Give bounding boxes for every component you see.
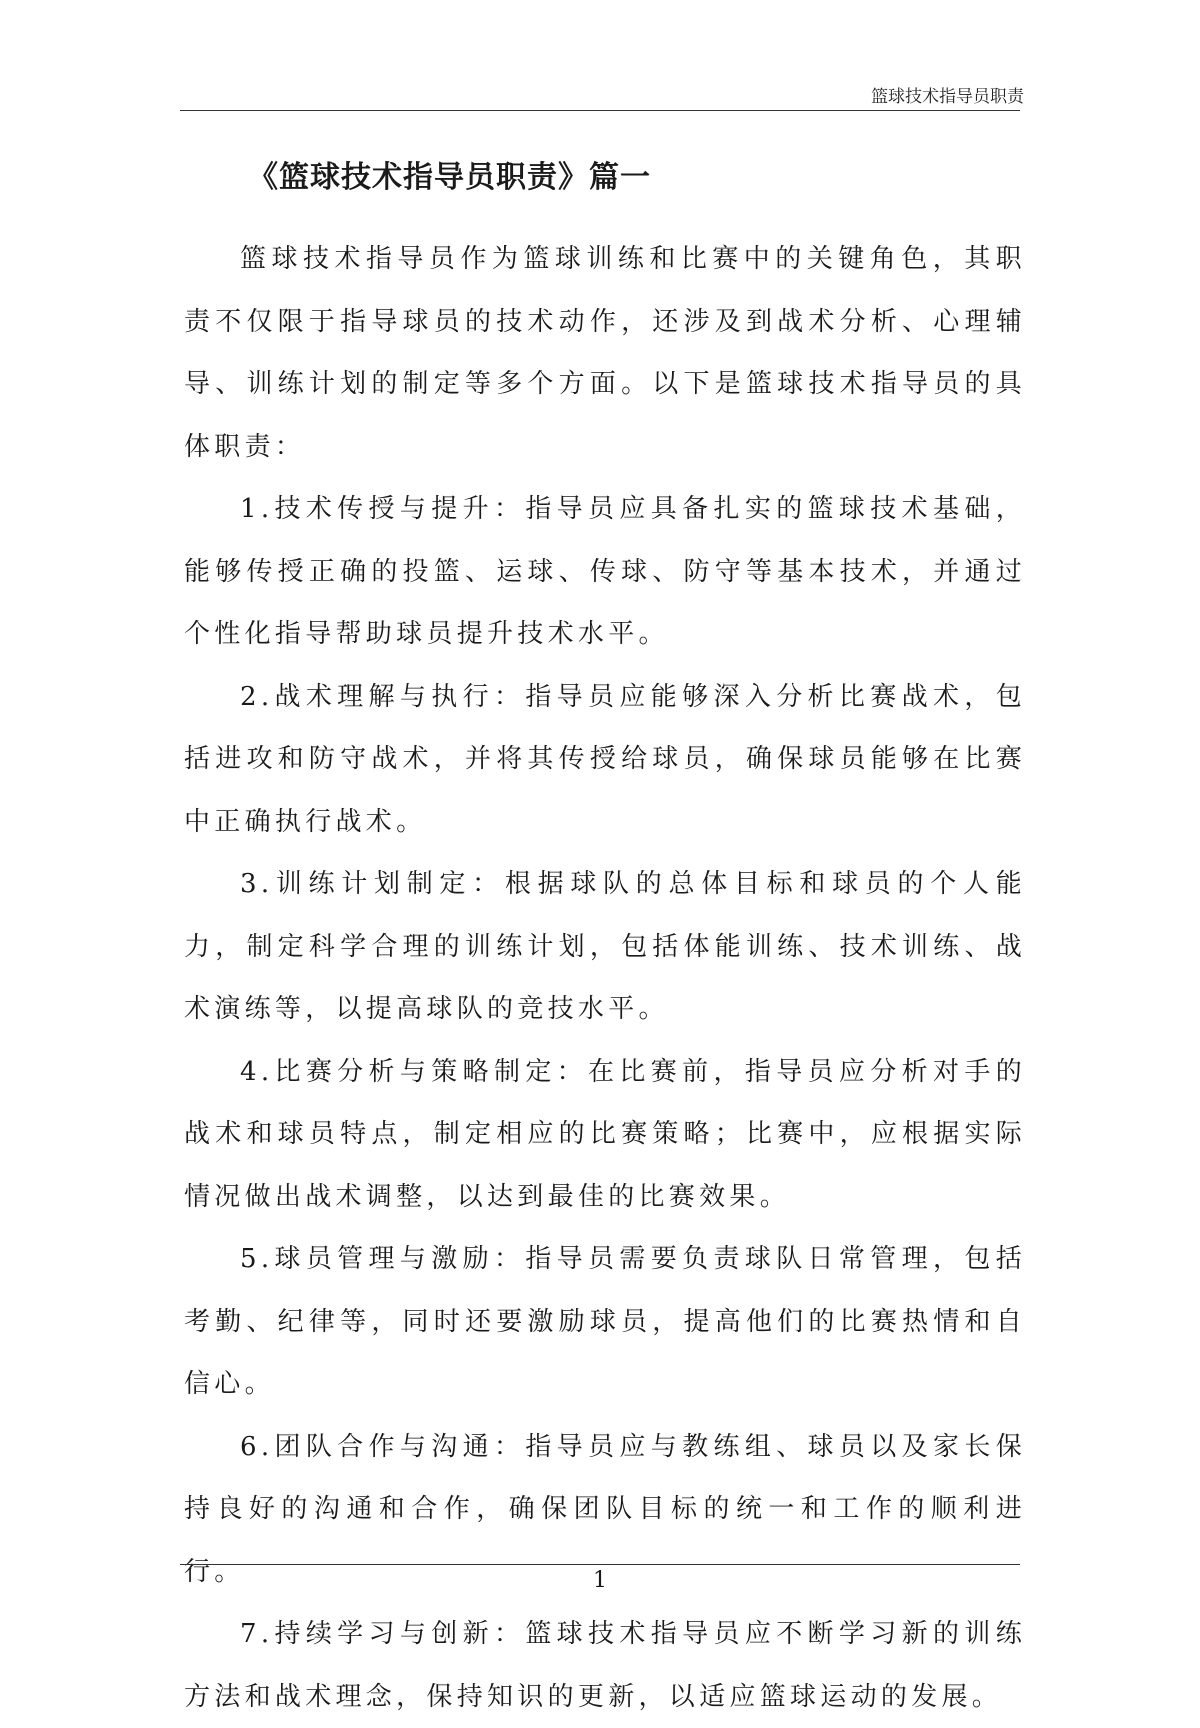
duty-item-6: 6.团队合作与沟通：指导员应与教练组、球员以及家长保持良好的沟通和合作，确保团队目标的统一和工作的顺利进行。 [184, 1431, 1026, 1587]
footer-divider [180, 1564, 1020, 1565]
duty-item-3: 3.训练计划制定：根据球队的总体目标和球员的个人能力，制定科学合理的训练计划，包括体能训练、技术训练、战术演练等，以提高球队的竞技水平。 [184, 869, 1026, 1024]
running-header: 篮球技术指导员职责 [871, 87, 1024, 107]
intro-paragraph: 篮球技术指导员作为篮球训练和比赛中的关键角色，其职责不仅限于指导球员的技术动作，还涉及到战术分析、心理辅导、训练计划的制定等多个方面。以下是篮球技术指导员的具体职责： [184, 244, 1026, 462]
document-body [184, 228, 1026, 1728]
page-number: 1 [593, 1568, 607, 1593]
duty-item-5: 5.球员管理与激励：指导员需要负责球队日常管理，包括考勤、纪律等，同时还要激励球员，提高他们的比赛热情和自信心。 [184, 1244, 1026, 1399]
duty-item-2: 2.战术理解与执行：指导员应能够深入分析比赛战术，包括进攻和防守战术，并将其传授给球员，确保球员能够在比赛中正确执行战术。 [184, 681, 1026, 837]
document-title: 《篮球技术指导员职责》篇一 [248, 160, 651, 195]
header-divider [180, 110, 1020, 111]
duty-item-4: 4.比赛分析与策略制定：在比赛前，指导员应分析对手的战术和球员特点，制定相应的比赛策略；比赛中，应根据实际情况做出战术调整，以达到最佳的比赛效果。 [184, 1056, 1026, 1212]
duty-item-1: 1.技术传授与提升：指导员应具备扎实的篮球技术基础，能够传授正确的投篮、运球、传球、防守等基本技术，并通过个性化指导帮助球员提升技术水平。 [184, 494, 1026, 649]
duty-item-7: 7.持续学习与创新：篮球技术指导员应不断学习新的训练方法和战术理念，保持知识的更新，以适应篮球运动的发展。 [184, 1619, 1026, 1712]
